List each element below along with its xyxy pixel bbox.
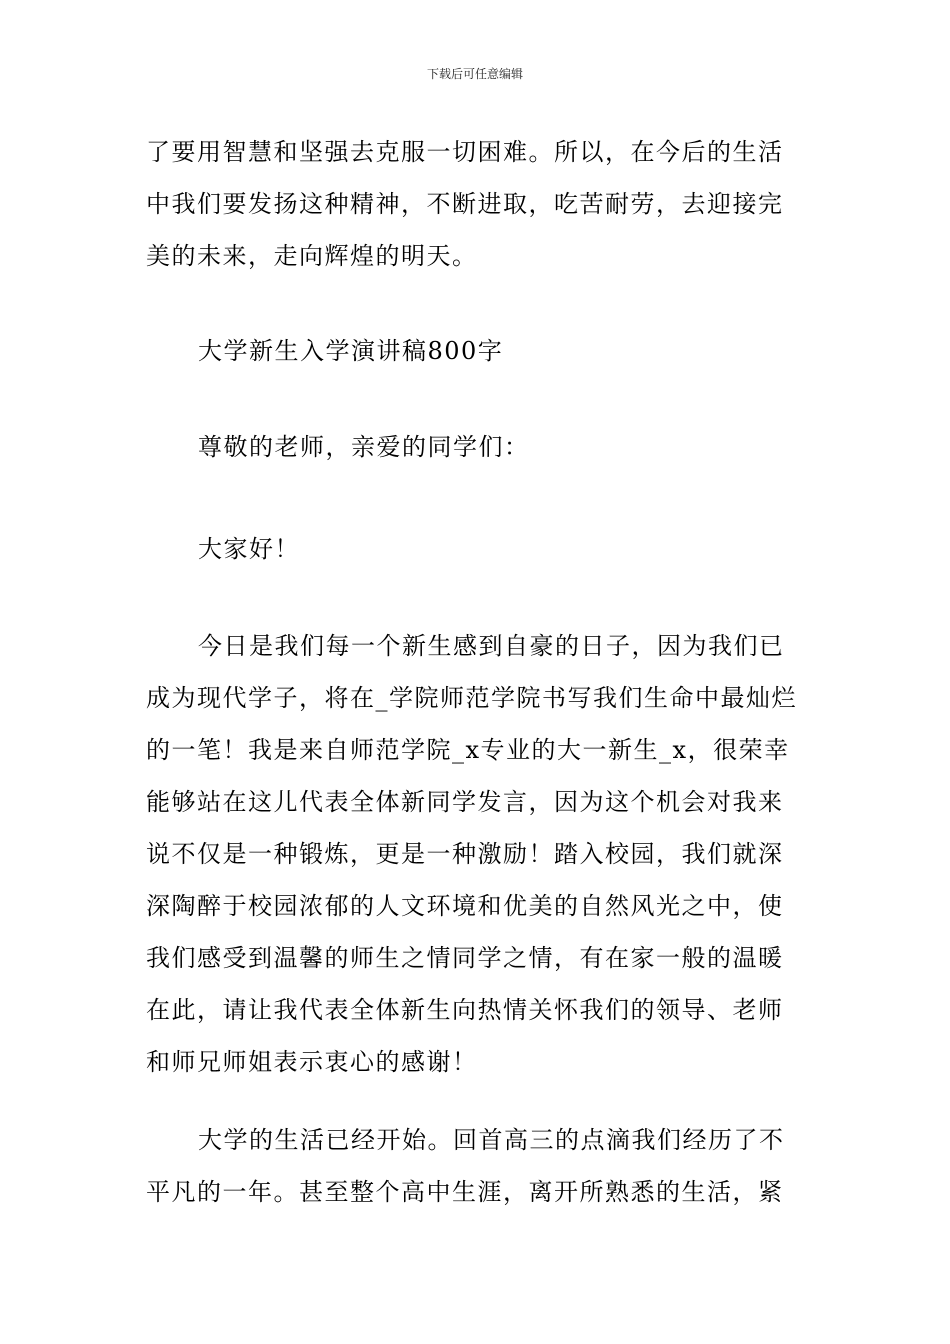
main-paragraph-text: 今日是我们每一个新生感到自豪的日子，因为我们已成为现代学子，将在_学院师范学院书写我们生命中最灿烂的一笔！我是来自师范学院_x专业的大一新生_x，很荣幸能够站在这儿代表全体新同学发言，因为这个机会对我来说不仅是一种锻炼，更是一种激励！踏入校园，我们就深深陶醉于校园浓郁的人文环境和优美的自然风光之中，使我们感受到温馨的师生之情同学之情，有在家一般的温暖在此，请让我代表全体新生向热情关怀我们的领导、老师和师兄师姐表示衷心的感谢！ bbox=[146, 632, 797, 1076]
greeting bbox=[146, 421, 806, 473]
salutation bbox=[146, 523, 806, 575]
speech-title bbox=[146, 325, 806, 377]
closing-paragraph bbox=[146, 1114, 806, 1218]
paragraph-text: 了要用智慧和坚强去克服一切困难。所以，在今后的生活中我们要发扬这种精神，不断进取，吃苦耐劳，去迎接完美的未来，走向辉煌的明天。 bbox=[146, 138, 784, 270]
salutation-text: 大家好！ bbox=[198, 535, 300, 563]
header-note: 下载后可任意编辑 bbox=[426, 67, 523, 81]
main-paragraph bbox=[146, 620, 806, 1088]
closing-paragraph-text: 大学的生活已经开始。回首高三的点滴我们经历了不平凡的一年。甚至整个高中生涯，离开所熟悉的生活，紧 bbox=[146, 1126, 785, 1206]
greeting-text: 尊敬的老师，亲爱的同学们： bbox=[198, 433, 530, 461]
title-text: 大学新生入学演讲稿800字 bbox=[198, 337, 504, 365]
paragraph-continuation bbox=[146, 126, 806, 282]
